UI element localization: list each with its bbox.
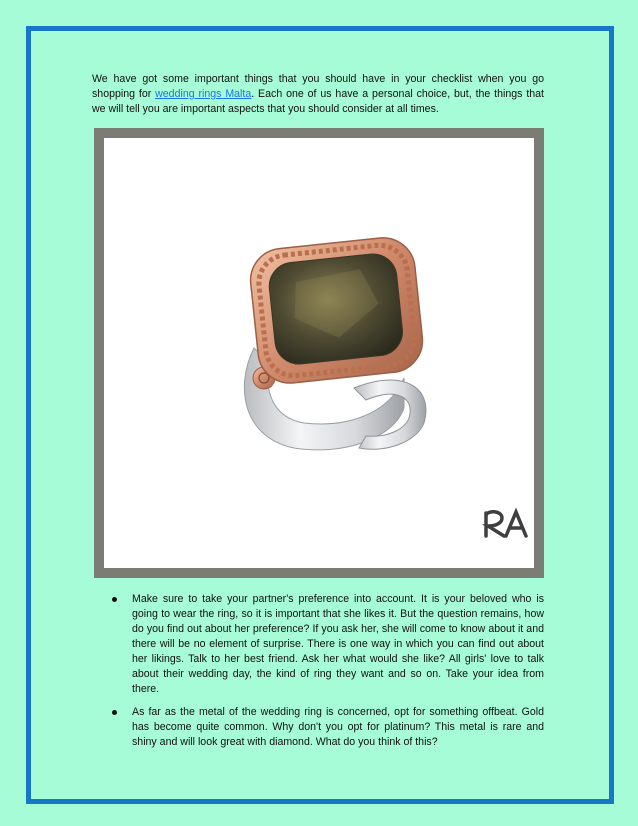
- intro-text-before: We have got some important things that you should have in your checklist when you go shopping for: [92, 73, 544, 100]
- bullet-text: Make sure to take your partner's preference into account. It is your beloved who is going to wear the ring, so it is important that she likes it. But the question remains, how do you find out about her preference? If you ask her, she will come to know about it and there will be no element of surprise. There is one way in which you can find out about her likings. Talk to her best friend. Ask her what would she like? All girls' love to talk about their wedding day, the kind of ring they want and so on. Take your idea from there.: [132, 593, 544, 695]
- bullet-list: [112, 592, 544, 758]
- product-photo: [104, 138, 534, 568]
- list-item: [112, 705, 544, 750]
- bullet-text: As far as the metal of the wedding ring is concerned, opt for something offbeat. Gold has become quite common. Why don't you opt for platinum? This metal is rare and shiny and will look great with diamond. What do you think of this?: [132, 706, 544, 748]
- bullet-icon: [112, 597, 117, 602]
- wedding-rings-link[interactable]: wedding rings Malta: [155, 88, 252, 100]
- ra-logo: [486, 512, 526, 536]
- product-photo-frame: [94, 128, 544, 578]
- intro-text-after: . Each one of us have a personal choice, but, the things that we will tell you are important aspects that you should consider at all times.: [92, 88, 544, 115]
- intro-paragraph: [92, 72, 544, 117]
- ring-image: [104, 138, 534, 568]
- list-item: [112, 592, 544, 697]
- bullet-icon: [112, 710, 117, 715]
